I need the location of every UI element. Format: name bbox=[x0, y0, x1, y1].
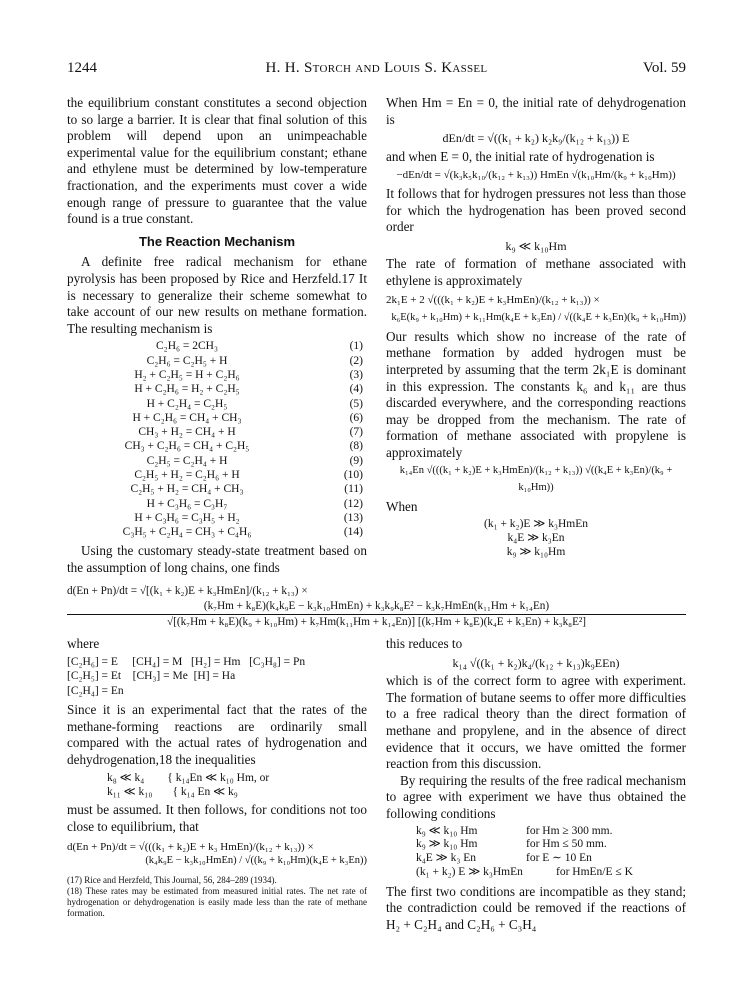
right-column-upper bbox=[386, 95, 686, 561]
equation: dEn/dt = √((k₁ + k₂) k₂k₉/(k₁₂ + k₁₃)) E bbox=[442, 131, 630, 146]
paragraph: The first two conditions are incompatible as they stand; the contradiction could be removed if the reactions of H₂ + C₂H₄ and C₂H₆ + C₃H₄ bbox=[386, 883, 686, 932]
page-number: 1244 bbox=[67, 60, 97, 76]
equation: 2k₁E + 2 √(((k₁ + k₂)E + k₃HmEn)/(k₁₂ + k₁₃)) × bbox=[386, 293, 600, 306]
equation-line: (k₇Hm + k₈E)(k₄k₉E − k₃k₁₀HmEn) + k₃k₉k₈E² − k₃k₇HmEn(k₁₁Hm + k₁₄En) bbox=[203, 600, 550, 612]
definition-line: [C₂H₅] = Et [CH₃] = Me [H] = Ha bbox=[67, 670, 236, 683]
equation: k₁₄En √(((k₁ + k₂)E + k₃HmEn)/(k₁₂ + k₁₃)) √((k₄E + k₃En)/(k₉ + k₁₀Hm)) bbox=[399, 465, 673, 494]
inequality: k₁₁ ≪ k₁₀ { k₁₄ En ≪ k₉ bbox=[107, 786, 238, 799]
mechanism-step: CH₃ + C₂H₆ = CH₄ + C₂H₅ (8) bbox=[124, 440, 363, 453]
paragraph: the equilibrium constant constitutes a second objection to so large a barrier. It is clear that final solution of this problem will depend upon an unimpeachable experimental value for the equilibrium constant; ethane and ethylene must be determined by low-temperature fractionation, and the experiments must cover a wide enough range of pressure to guarantee that the value found is a true constant. bbox=[67, 95, 367, 227]
inequalities bbox=[107, 771, 367, 799]
left-column-upper bbox=[67, 95, 367, 577]
mechanism-step: H₂ + C₂H₅ = H + C₂H₆ (3) bbox=[134, 368, 363, 381]
condition-table bbox=[416, 825, 686, 880]
equation: k₁₄ √((k₁ + k₂)k₄/(k₁₂ + k₁₃)k₉EEn) bbox=[452, 655, 620, 670]
condition: k₄E ≫ k₃En bbox=[507, 532, 565, 545]
paragraph: must be assumed. It then follows, for conditions not too close to equilibrium, that bbox=[67, 802, 367, 835]
condition-row: k₄E ≫ k₃ En for E ∼ 10 En bbox=[416, 852, 592, 865]
paragraph: The rate of formation of methane associated with ethylene is approximately bbox=[386, 256, 686, 288]
equation: k₉ ≪ k₁₀Hm bbox=[505, 238, 567, 253]
footnotes bbox=[67, 875, 367, 920]
paragraph: which is of the correct form to agree with experiment. The formation of butane seems to offer more difficulties to a free radical theory than the direct formation of methane and propylene, and in the absence of direct evidence that it occurs, we have omitted the former reaction from this discussion. bbox=[386, 673, 686, 772]
equation-line: d(En + Pn)/dt = √(((k₁ + k₂)E + k₃ HmEn)/(k₁₂ + k₁₃)) × bbox=[67, 840, 314, 853]
running-title: H. H. Storch and Louis S. Kassel bbox=[265, 60, 488, 76]
running-header bbox=[67, 60, 686, 80]
equation bbox=[67, 840, 367, 869]
section-heading: The Reaction Mechanism bbox=[138, 233, 296, 249]
equation: k₆E(k₉ + k₁₀Hm) + k₁₁Hm(k₄E + k₃En) / √((k₄E + k₃En)(k₉ + k₁₀Hm)) bbox=[391, 312, 686, 324]
condition-list bbox=[386, 517, 686, 559]
condition-row: k₉ ≫ k₁₀ Hm for Hm ≤ 50 mm. bbox=[416, 838, 607, 851]
mechanism-step: H + C₂H₆ = H₂ + C₂H₅ (4) bbox=[134, 383, 363, 396]
mechanism-list bbox=[67, 339, 367, 539]
equation: −dEn/dt = √(k₃k₅k₁₀/(k₁₂ + k₁₃)) HmEn √(k₁₀Hm/(k₉ + k₁₀Hm)) bbox=[396, 169, 676, 182]
equation-line: (k₄k₉E − k₃k₁₀HmEn) / √((k₉ + k₁₀Hm)(k₄E + k₃En)) bbox=[145, 855, 367, 867]
paragraph: A definite free radical mechanism for ethane pyrolysis has been proposed by Rice and Herzfeld.17 It is necessary to generalize their scheme somewhat to take account of our new results on methane formation. The resulting mechanism is bbox=[67, 254, 367, 336]
mechanism-step: CH₃ + H₂ = CH₄ + H (7) bbox=[138, 426, 363, 439]
paragraph: When Hm = En = 0, the initial rate of dehydrogenation is bbox=[386, 95, 686, 127]
mechanism-step: C₂H₅ + H₂ = C₂H₆ + H (10) bbox=[134, 468, 363, 481]
inequality: k₈ ≪ k₄ { k₁₄En ≪ k₁₀ Hm, or bbox=[107, 772, 270, 785]
footnote: (17) Rice and Herzfeld, This Journal, 56, 284–289 (1934). bbox=[67, 874, 277, 885]
equation-line: √[(k₇Hm + k₈E)(k₉ + k₁₀Hm) + k₇Hm(k₁₁Hm + k₁₄En)] [(k₇Hm + k₈E)(k₄E + k₃En) + k₃k₈E²] bbox=[67, 614, 686, 630]
definition-line: [C₂H₄] = En bbox=[67, 684, 124, 697]
mechanism-step: H + C₃H₆ = C₃H₇ (12) bbox=[146, 497, 363, 510]
paragraph: this reduces to bbox=[386, 636, 463, 651]
paragraph: where bbox=[67, 636, 100, 651]
mechanism-step: H + C₃H₆ = C₃H₅ + H₂ (13) bbox=[134, 511, 363, 524]
mechanism-step: C₂H₅ = C₂H₄ + H (9) bbox=[146, 454, 363, 467]
definitions bbox=[67, 655, 367, 699]
equation-line: d(En + Pn)/dt = √[(k₁ + k₂)E + k₃HmEn]/(k₁₂ + k₁₃) × bbox=[67, 585, 308, 597]
mechanism-step: C₂H₆ = C₂H₅ + H (2) bbox=[146, 354, 363, 367]
wide-equation bbox=[67, 584, 686, 630]
definition-line: [C₂H₆] = E [CH₄] = M [H₂] = Hm [C₃H₈] = Pn bbox=[67, 655, 306, 668]
mechanism-step: H + C₂H₄ = C₂H₅ (5) bbox=[146, 397, 363, 410]
mechanism-step: H + C₂H₆ = CH₄ + CH₃ (6) bbox=[132, 411, 363, 424]
paragraph: Using the customary steady-state treatment based on the assumption of long chains, one finds bbox=[67, 543, 367, 576]
paragraph: By requiring the results of the free radical mechanism to agree with experiment we have thus obtained the following conditions bbox=[386, 772, 686, 821]
condition: k₉ ≫ k₁₀Hm bbox=[506, 546, 566, 559]
right-column-lower bbox=[386, 636, 686, 934]
footnote: (18) These rates may be estimated from measured initial rates. The net rate of hydrogenation or dehydrogenation is easily made less than the rate of methane formation. bbox=[67, 885, 367, 919]
paragraph: When bbox=[386, 498, 418, 514]
left-column-lower bbox=[67, 636, 367, 919]
condition-row: (k₁ + k₂) E ≫ k₃HmEn for HmEn/E ≤ K bbox=[416, 865, 633, 878]
condition-row: k₉ ≪ k₁₀ Hm for Hm ≥ 300 mm. bbox=[416, 824, 613, 837]
volume-label: Vol. 59 bbox=[642, 60, 686, 76]
paragraph: Since it is an experimental fact that the rates of the methane-forming reactions are ordinarily small compared with the actual rates of hydrogenation and dehydrogenation,18 the inequalities bbox=[67, 702, 367, 767]
mechanism-step: C₂H₅ + H₂ = CH₄ + CH₃ (11) bbox=[130, 483, 363, 496]
mechanism-step: C₃H₅ + C₂H₄ = CH₃ + C₄H₆ (14) bbox=[122, 526, 363, 539]
mechanism-step: C₂H₆ = 2CH₃ (1) bbox=[156, 340, 363, 353]
condition: (k₁ + k₂)E ≫ k₃HmEn bbox=[483, 518, 588, 531]
paragraph: and when E = 0, the initial rate of hydrogenation is bbox=[386, 148, 655, 164]
paragraph: Our results which show no increase of the rate of methane formation by added hydrogen must be interpreted by assuming that the term 2k₁E is dominant in this expression. The constants k₆ and k₁₁ are thus discarded everywhere, and the corresponding reactions may be dropped from the mechanism. The rate of formation of methane associated with propylene is approximately bbox=[386, 328, 686, 460]
paragraph: It follows that for hydrogen pressures not less than those for which the hydrogenation has been proved second order bbox=[386, 185, 686, 235]
